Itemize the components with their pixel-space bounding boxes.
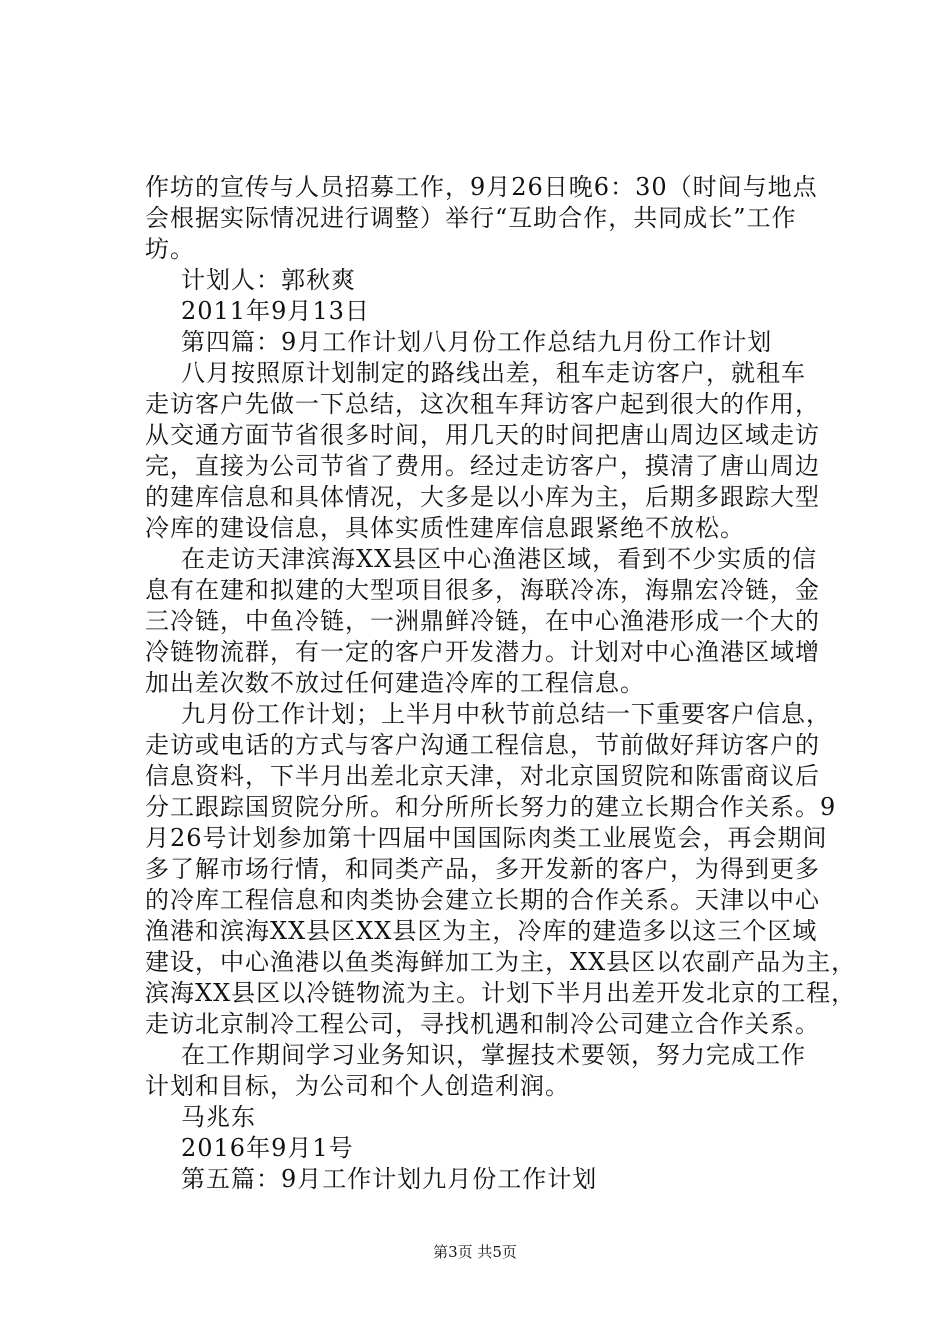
text-line: 走访北京制冷工程公司，寻找机遇和制冷公司建立合作关系。 <box>145 1010 820 1038</box>
text-line: 三冷链，中鱼冷链，一洲鼎鲜冷链，在中心渔港形成一个大的 <box>145 607 820 635</box>
author-signature: 马兆东 <box>181 1103 256 1131</box>
text-line: 从交通方面节省很多时间，用几天的时间把唐山周边区域走访 <box>145 421 820 449</box>
text-line: 渔港和滨海XX县区XX县区为主，冷库的建造多以这三个区域 <box>145 917 818 945</box>
text-line: 滨海XX县区以冷链物流为主。计划下半月出差开发北京的工程， <box>145 979 857 1007</box>
signature-date: 2016年9月1号 <box>181 1134 354 1162</box>
planner-signature: 计划人：郭秋爽 <box>181 266 356 294</box>
text-line: 计划和目标，为公司和个人创造利润。 <box>145 1072 570 1100</box>
page-number-footer: 第3页 共5页 <box>433 1243 517 1261</box>
text-line: 多了解市场行情，和同类产品，多开发新的客户，为得到更多 <box>145 855 820 883</box>
text-line: 分工跟踪国贸院分所。和分所所长努力的建立长期合作关系。9 <box>145 793 837 821</box>
text-line: 坊。 <box>145 235 195 263</box>
text-line: 完，直接为公司节省了费用。经过走访客户，摸清了唐山周边 <box>145 452 820 480</box>
text-line: 月26号计划参加第十四届中国国际肉类工业展览会，再会期间 <box>145 824 828 852</box>
text-line: 信息资料，下半月出差北京天津，对北京国贸院和陈雷商议后 <box>145 762 820 790</box>
document-body <box>145 172 857 1195</box>
text-line: 走访客户先做一下总结，这次租车拜访客户起到很大的作用， <box>145 390 820 418</box>
text-line: 建设，中心渔港以鱼类海鲜加工为主，XX县区以农副产品为主， <box>145 948 857 976</box>
paragraph-start: 九月份工作计划；上半月中秋节前总结一下重要客户信息， <box>181 700 831 728</box>
text-line: 作坊的宣传与人员招募工作，9月26日晚6：30（时间与地点 <box>145 173 818 201</box>
text-line: 会根据实际情况进行调整）举行“互助合作，共同成长”工作 <box>145 204 797 232</box>
section-heading: 第五篇：9月工作计划九月份工作计划 <box>181 1165 598 1193</box>
paragraph-start: 在走访天津滨海XX县区中心渔港区域，看到不少实质的信 <box>181 545 818 573</box>
section-heading: 第四篇：9月工作计划八月份工作总结九月份工作计划 <box>181 328 773 356</box>
text-line: 加出差次数不放过任何建造冷库的工程信息。 <box>145 669 645 697</box>
paragraph-start: 八月按照原计划制定的路线出差，租车走访客户，就租车 <box>181 359 806 387</box>
text-line: 走访或电话的方式与客户沟通工程信息，节前做好拜访客户的 <box>145 731 820 759</box>
text-line: 的冷库工程信息和肉类协会建立长期的合作关系。天津以中心 <box>145 886 820 914</box>
text-line: 冷链物流群，有一定的客户开发潜力。计划对中心渔港区域增 <box>145 638 820 666</box>
text-line: 冷库的建设信息，具体实质性建库信息跟紧绝不放松。 <box>145 514 745 542</box>
text-line: 息有在建和拟建的大型项目很多，海联冷冻，海鼎宏冷链，金 <box>145 576 820 604</box>
signature-date: 2011年9月13日 <box>181 297 370 325</box>
paragraph-start: 在工作期间学习业务知识，掌握技术要领，努力完成工作 <box>181 1041 806 1069</box>
text-line: 的建库信息和具体情况，大多是以小库为主，后期多跟踪大型 <box>145 483 820 511</box>
